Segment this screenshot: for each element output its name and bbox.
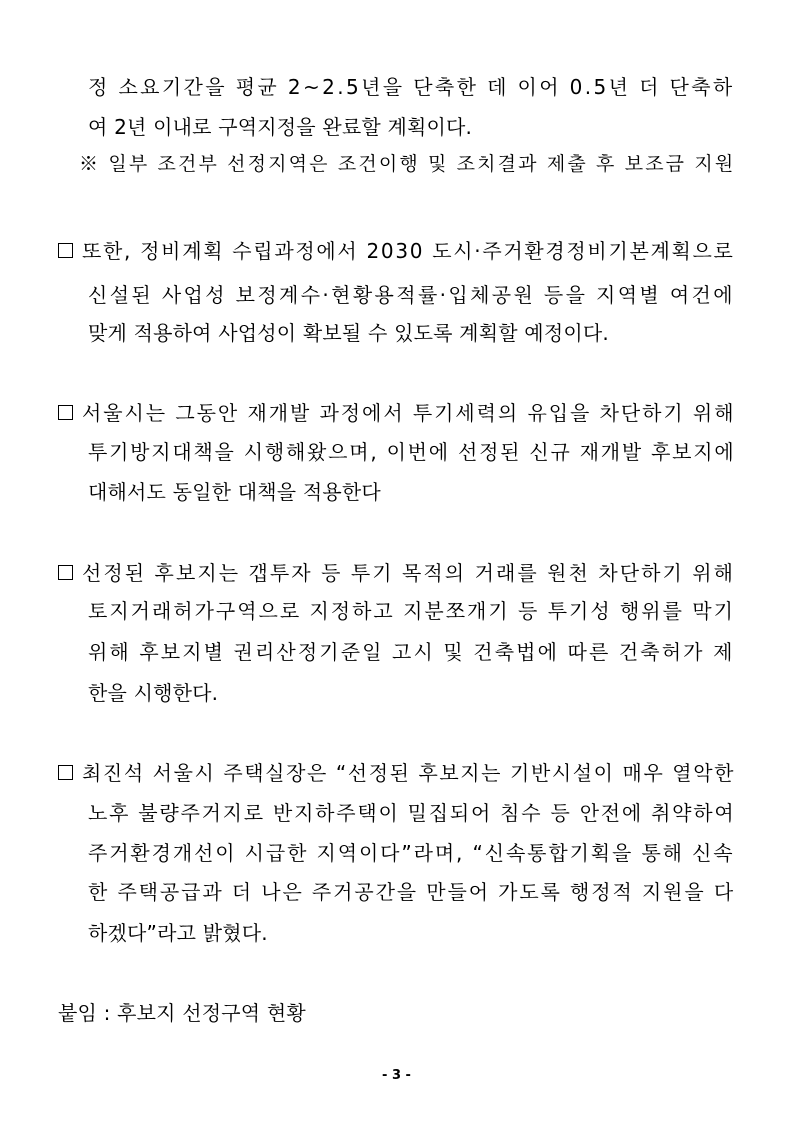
footnote-note: ※ 일부 조건부 선정지역은 조건이행 및 조치결과 제출 후 보조금 지원 — [79, 153, 736, 175]
body-text-line: 또한, 정비계획 수립과정에서 2030 도시·주거환경정비기본계획으로 — [82, 239, 735, 263]
paragraph-first-line — [58, 758, 735, 788]
paragraph-first-line — [58, 558, 735, 588]
body-text-line: 주거환경개선이 시급한 지역이다”라며, “신속통합기획을 통해 신속 — [88, 841, 735, 865]
body-text-line: 최진석 서울시 주택실장은 “선정된 후보지는 기반시설이 매우 열악한 — [82, 761, 736, 785]
paragraph-first-line — [58, 398, 735, 428]
body-text-line: 하겠다”라고 밝혔다. — [88, 921, 268, 945]
body-text-line: 한 주택공급과 더 나은 주거공간을 만들어 가도록 행정적 지원을 다 — [88, 880, 736, 904]
page-number: - 3 - — [382, 1068, 411, 1083]
body-text-line: 선정된 후보지는 갭투자 등 투기 목적의 거래를 원천 차단하기 위해 — [82, 561, 736, 585]
body-text-line: 맞게 적용하여 사업성이 확보될 수 있도록 계획할 예정이다. — [88, 321, 609, 345]
body-text-line: 투기방지대책을 시행해왔으며, 이번에 선정된 신규 재개발 후보지에 — [88, 440, 736, 464]
checkbox-bullet-icon — [58, 243, 73, 258]
body-text-line: 여 2년 이내로 구역지정을 완료할 계획이다. — [88, 115, 473, 139]
body-text-line: 서울시는 그동안 재개발 과정에서 투기세력의 유입을 차단하기 위해 — [82, 401, 736, 425]
body-text-line: 노후 불량주거지로 반지하주택이 밀집되어 침수 등 안전에 취약하여 — [88, 801, 736, 825]
attachment-label: 붙임 : 후보지 선정구역 현황 — [58, 1001, 306, 1025]
body-text-line: 신설된 사업성 보정계수·현황용적률·입체공원 등을 지역별 여건에 — [88, 283, 735, 307]
checkbox-bullet-icon — [58, 405, 73, 420]
checkbox-bullet-icon — [58, 565, 73, 580]
body-text-line: 대해서도 동일한 대책을 적용한다 — [88, 480, 381, 504]
checkbox-bullet-icon — [58, 765, 73, 780]
body-text-line: 정 소요기간을 평균 2~2.5년을 단축한 데 이어 0.5년 더 단축하 — [88, 75, 735, 99]
body-text-line: 한을 시행한다. — [88, 681, 219, 705]
body-text-line: 토지거래허가구역으로 지정하고 지분쪼개기 등 투기성 행위를 막기 — [88, 599, 735, 623]
paragraph-first-line — [58, 236, 735, 266]
body-text-line: 위해 후보지별 권리산정기준일 고시 및 건축법에 따른 건축허가 제 — [88, 640, 735, 664]
